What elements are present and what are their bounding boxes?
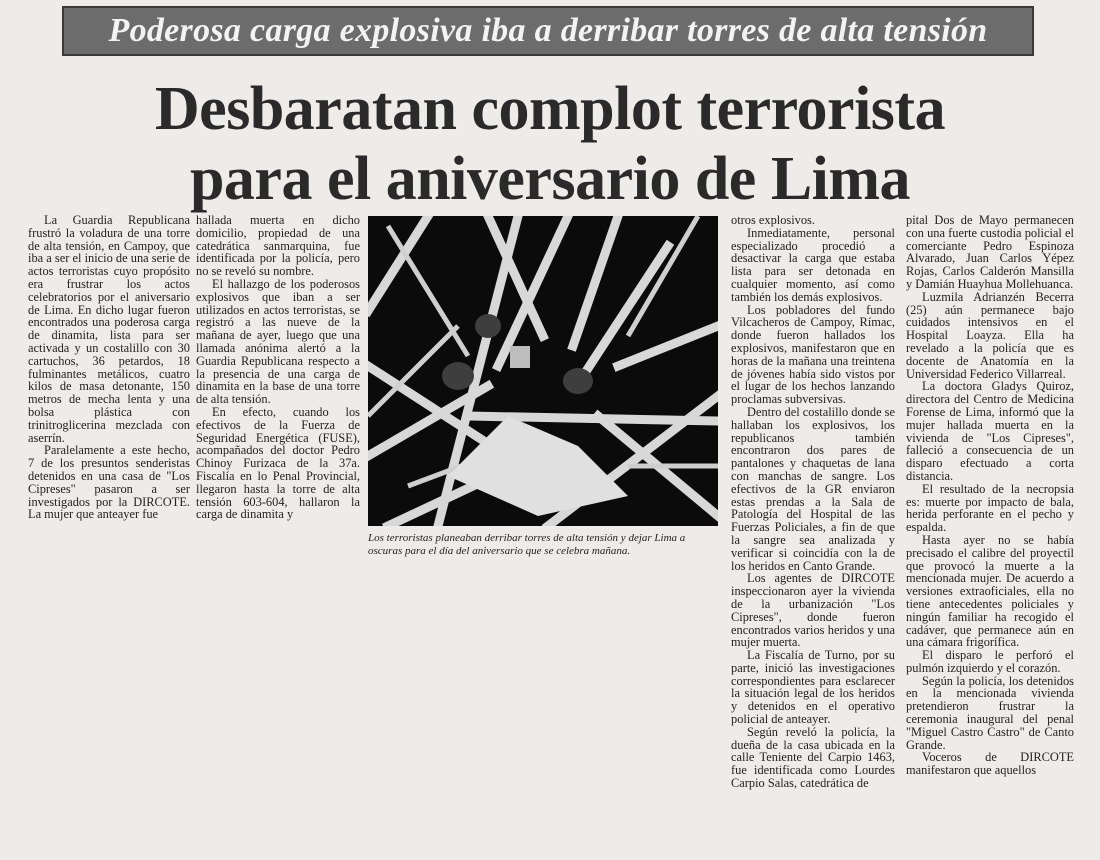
paragraph: Paralelamente a este hecho, 7 de los presuntos senderistas detenidos en una casa de "Los Cipreses" pasaron a ser investigados por la DIRCOTE. La mujer que anteayer fue <box>28 443 190 522</box>
tower-photo-image <box>368 216 718 526</box>
headline-line-2: para el aniversario de Lima <box>189 145 911 213</box>
paragraph: Según la policía, los detenidos en la mencionada vivienda pretendieron frustrar la ceremonia inaugural del penal "Miguel Castro Castro" de Canto Grande. <box>906 673 1074 752</box>
article-column-4 <box>906 214 1074 854</box>
paragraph: hallada muerta en dicho domicilio, propiedad de una catedrática sanmarquina, fue identificada por la policía, pero no se reveló su nombre. <box>196 214 360 279</box>
paragraph: Según reveló la policía, la dueña de la casa ubicada en la calle Teniente del Carpio 1463, fue identificada como Lourdes Carpio Salas, catedrática de <box>731 724 895 791</box>
paragraph: La Fiscalía de Turno, por su parte, inició las investigaciones correspondientes para esclarecer la situación legal de los heridos y detenidos en el operativo policial de anteayer. <box>731 648 895 727</box>
paragraph: Luzmila Adrianzén Becerra (25) aún permanece bajo cuidados intensivos en el Hospital Loayza. Ella ha revelado a la policía que es docente de Anatomía en la Universidad Federico Villarreal. <box>906 289 1074 381</box>
article-column-2 <box>196 214 360 559</box>
article-column-3 <box>731 214 895 854</box>
paragraph: El hallazgo de los poderosos explosivos que iban a ser utilizados en actos terroristas, se registró a las nueve de la mañana de ayer, luego que una llamada anónima alertó a la Guardia Republicana respecto a la presencia de una carga de dinamita en la base de una torre de alta tensión. <box>196 276 360 407</box>
headline-line-1: Desbaratan complot terrorista <box>154 75 946 143</box>
paragraph: La Guardia Republicana frustró la voladura de una torre de alta tensión, en Campoy, que iba a ser el inicio de una serie de actos terroristas cuyo propósito era frustrar los actos celebratorios por el aniversario de Lima. En dicho lugar fueron encontrados una poderosa carga de dinamita, lista para ser activada y un costalillo con 30 cartuchos, 36 petardos, 18 fulminantes metálicos, cuatro kilos de masa detonante, 150 metros de mecha lenta y una bolsa plástica con trinitroglicerina mezclada con aserrín. <box>28 214 190 445</box>
paragraph: Los agentes de DIRCOTE inspeccionaron ayer la vivienda de la urbanización "Los Cipreses", donde fueron encontrados varios heridos y una mujer muerta. <box>731 571 895 650</box>
paragraph: Voceros de DIRCOTE manifestaron que aquellos <box>906 750 1074 778</box>
article-column-1 <box>28 214 190 584</box>
paragraph: En efecto, cuando los efectivos de la Fuerza de Seguridad Energética (FUSE), acompañados del doctor Pedro Chinoy Furizaca de la 37a. Fiscalía en lo Penal Provincial, llegaron hasta la torre de alta tensión 603-604, hallaron la carga de dinamita y <box>196 404 360 522</box>
headline <box>40 74 1060 214</box>
photo-caption: Los terroristas planeaban derribar torres de alta tensión y dejar Lima a oscuras para el día del aniversario que se celebra mañana. <box>368 532 686 557</box>
paragraph: otros explosivos. <box>731 214 815 227</box>
kicker-banner: Poderosa carga explosiva iba a derribar torres de alta tensión <box>62 6 1034 56</box>
paragraph: Hasta ayer no se había precisado el calibre del proyectil que provocó la muerte a la mencionada mujer. De acuerdo a versiones extraoficiales, ella no tiene antecedentes policiales y ningún familiar ha recogido el cadáver, que permanece aún en una cámara frigorífica. <box>906 532 1074 650</box>
paragraph: La doctora Gladys Quiroz, directora del Centro de Medicina Forense de Lima, informó que la mujer hallada muerta en la vivienda de "Los Cipreses", falleció a consecuencia de un disparo efectuado a corta distancia. <box>906 379 1074 483</box>
paragraph: Inmediatamente, personal especializado procedió a desactivar la carga que estaba lista para ser detonada en cualquier momento, así como también los demás explosivos. <box>731 225 895 304</box>
paragraph: Los pobladores del fundo Vilcacheros de Campoy, Rímac, donde fueron hallados los explosivos, manifestaron que en horas de la mañana una treintena de jóvenes había sido vistos por el lugar de los hechos lanzando proclamas subversivas. <box>731 302 895 407</box>
paragraph: Dentro del costalillo donde se hallaban los explosivos, los republicanos también encontraron dos pares de pantalones y chaquetas de lana con manchas de sangre. Los efectivos de la GR enviaron estas prendas a la Sala de Patología del Hospital de las Fuerzas Policiales, a fin de que la sangre sea analizada y verificar si coincidía con la de los heridos en Canto Grande. <box>731 404 895 573</box>
tower-photo <box>368 216 718 526</box>
paragraph: El resultado de la necropsia es: muerte por impacto de bala, herida perforante en el pecho y espalda. <box>906 481 1074 535</box>
paragraph: pital Dos de Mayo permanecen con una fuerte custodia policial el comerciante Pedro Espinoza Alvarado, Juan Carlos Yépez Rojas, Carlos Calderón Mansilla y Damián Huayhua Mollehuanca. <box>906 214 1074 291</box>
paragraph: El disparo le perforó el pulmón izquierdo y el corazón. <box>906 648 1074 675</box>
